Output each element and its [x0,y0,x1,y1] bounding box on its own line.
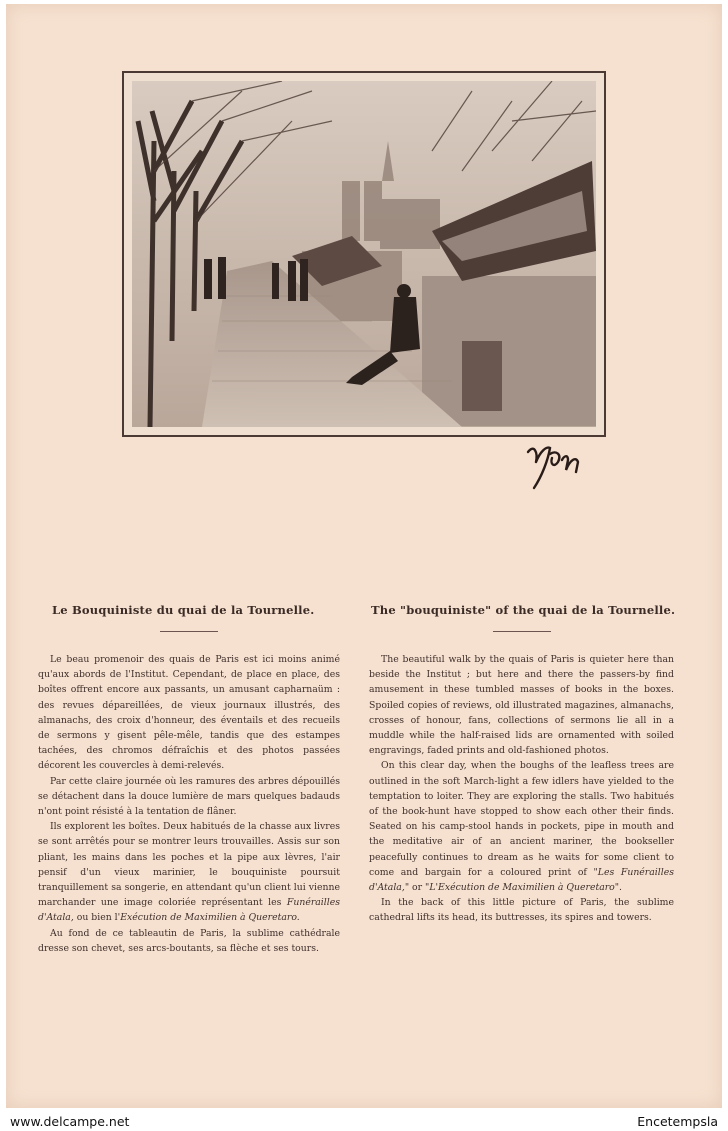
english-title-rule [493,631,551,632]
french-title: Le Bouquiniste du quai de la Tournelle. [52,603,315,617]
english-paragraph-3: In the back of this little picture of Paris, the sublime cathedral lifts its head, its buttresses, its spires and towers. [369,897,674,924]
french-text [38,652,340,956]
english-text [369,652,674,926]
watermark-bar [0,1112,728,1131]
french-paragraph-4: Au fond de ce tableautin de Paris, la sublime cathédrale dresse son chevet, ses arcs-boutants, sa flèche et ses tours. [38,927,340,954]
english-paragraph-1: The beautiful walk by the quais of Paris is quieter here than beside the Institut ; but here and there the passers-by find amusement in these tumbled masses of books in the boxes. Spoiled copies of reviews, old illustrated magazines, almanachs, crosses of honour, fans, collections of sermons lie all in a muddle while the half-raised lids are ornamented with soiled engravings, faded prints and old-fashioned photos. [369,654,674,757]
photo-frame [122,71,606,437]
source-watermark: www.delcampe.net [10,1114,130,1129]
seller-watermark: Encetempsla [637,1114,718,1129]
english-title: The "bouquiniste" of the quai de la Tournelle. [371,603,676,617]
french-paragraph-1: Le beau promenoir des quais de Paris est ici moins animé qu'aux abords de l'Institut. Cependant, de place en place, des boîtes offrent encore aux passants, un amusant capharnaüm : des revues dépareillées, de vieux journaux illustrés, des almanachs, des croix d'honneur, des éventails et des recueils de sermons y gisent pêle-mêle, tandis que des estampes tachées, des chromos défraîchis et des photos passées décorent les couvercles à demi-relevés. [38,654,340,772]
french-paragraph-3: Ils explorent les boîtes. Deux habitués de la chasse aux livres se sont arrêtés pour se montrer leurs trouvailles. Assis sur son pliant, les mains dans les poches et la pipe aux lèvres, l'air pensif d'un vieux marinier, le bouquiniste poursuit tranquillement sa songerie, en attendant qu'un client lui vienne marchander une image coloriée représentant les Funérailles d'Atala, ou bien l'Exécution de Maximilien à Queretaro. [38,821,340,924]
french-paragraph-2: Par cette claire journée où les ramures des arbres dépouillés se détachent dans la douce lumière de mars quelques badauds n'ont point résisté à la tentation de flâner. [38,775,340,818]
english-paragraph-2: On this clear day, when the boughs of the leafless trees are outlined in the soft March-light a few idlers have yielded to the temptation to loiter. They are exploring the stalls. Two habitués of the book-hunt have stopped to show each other their finds. Seated on his camp-stool hands in pockets, pipe in mouth and the meditative air of an ancient mariner, the bookseller peacefully continues to dream as he waits for some client to come and bargain for a coloured print of "Les Funérailles d'Atala," or "L'Exécution de Maximilien à Queretaro". [369,760,674,894]
signature [524,438,594,492]
french-title-rule [160,631,218,632]
photograph [132,81,596,427]
